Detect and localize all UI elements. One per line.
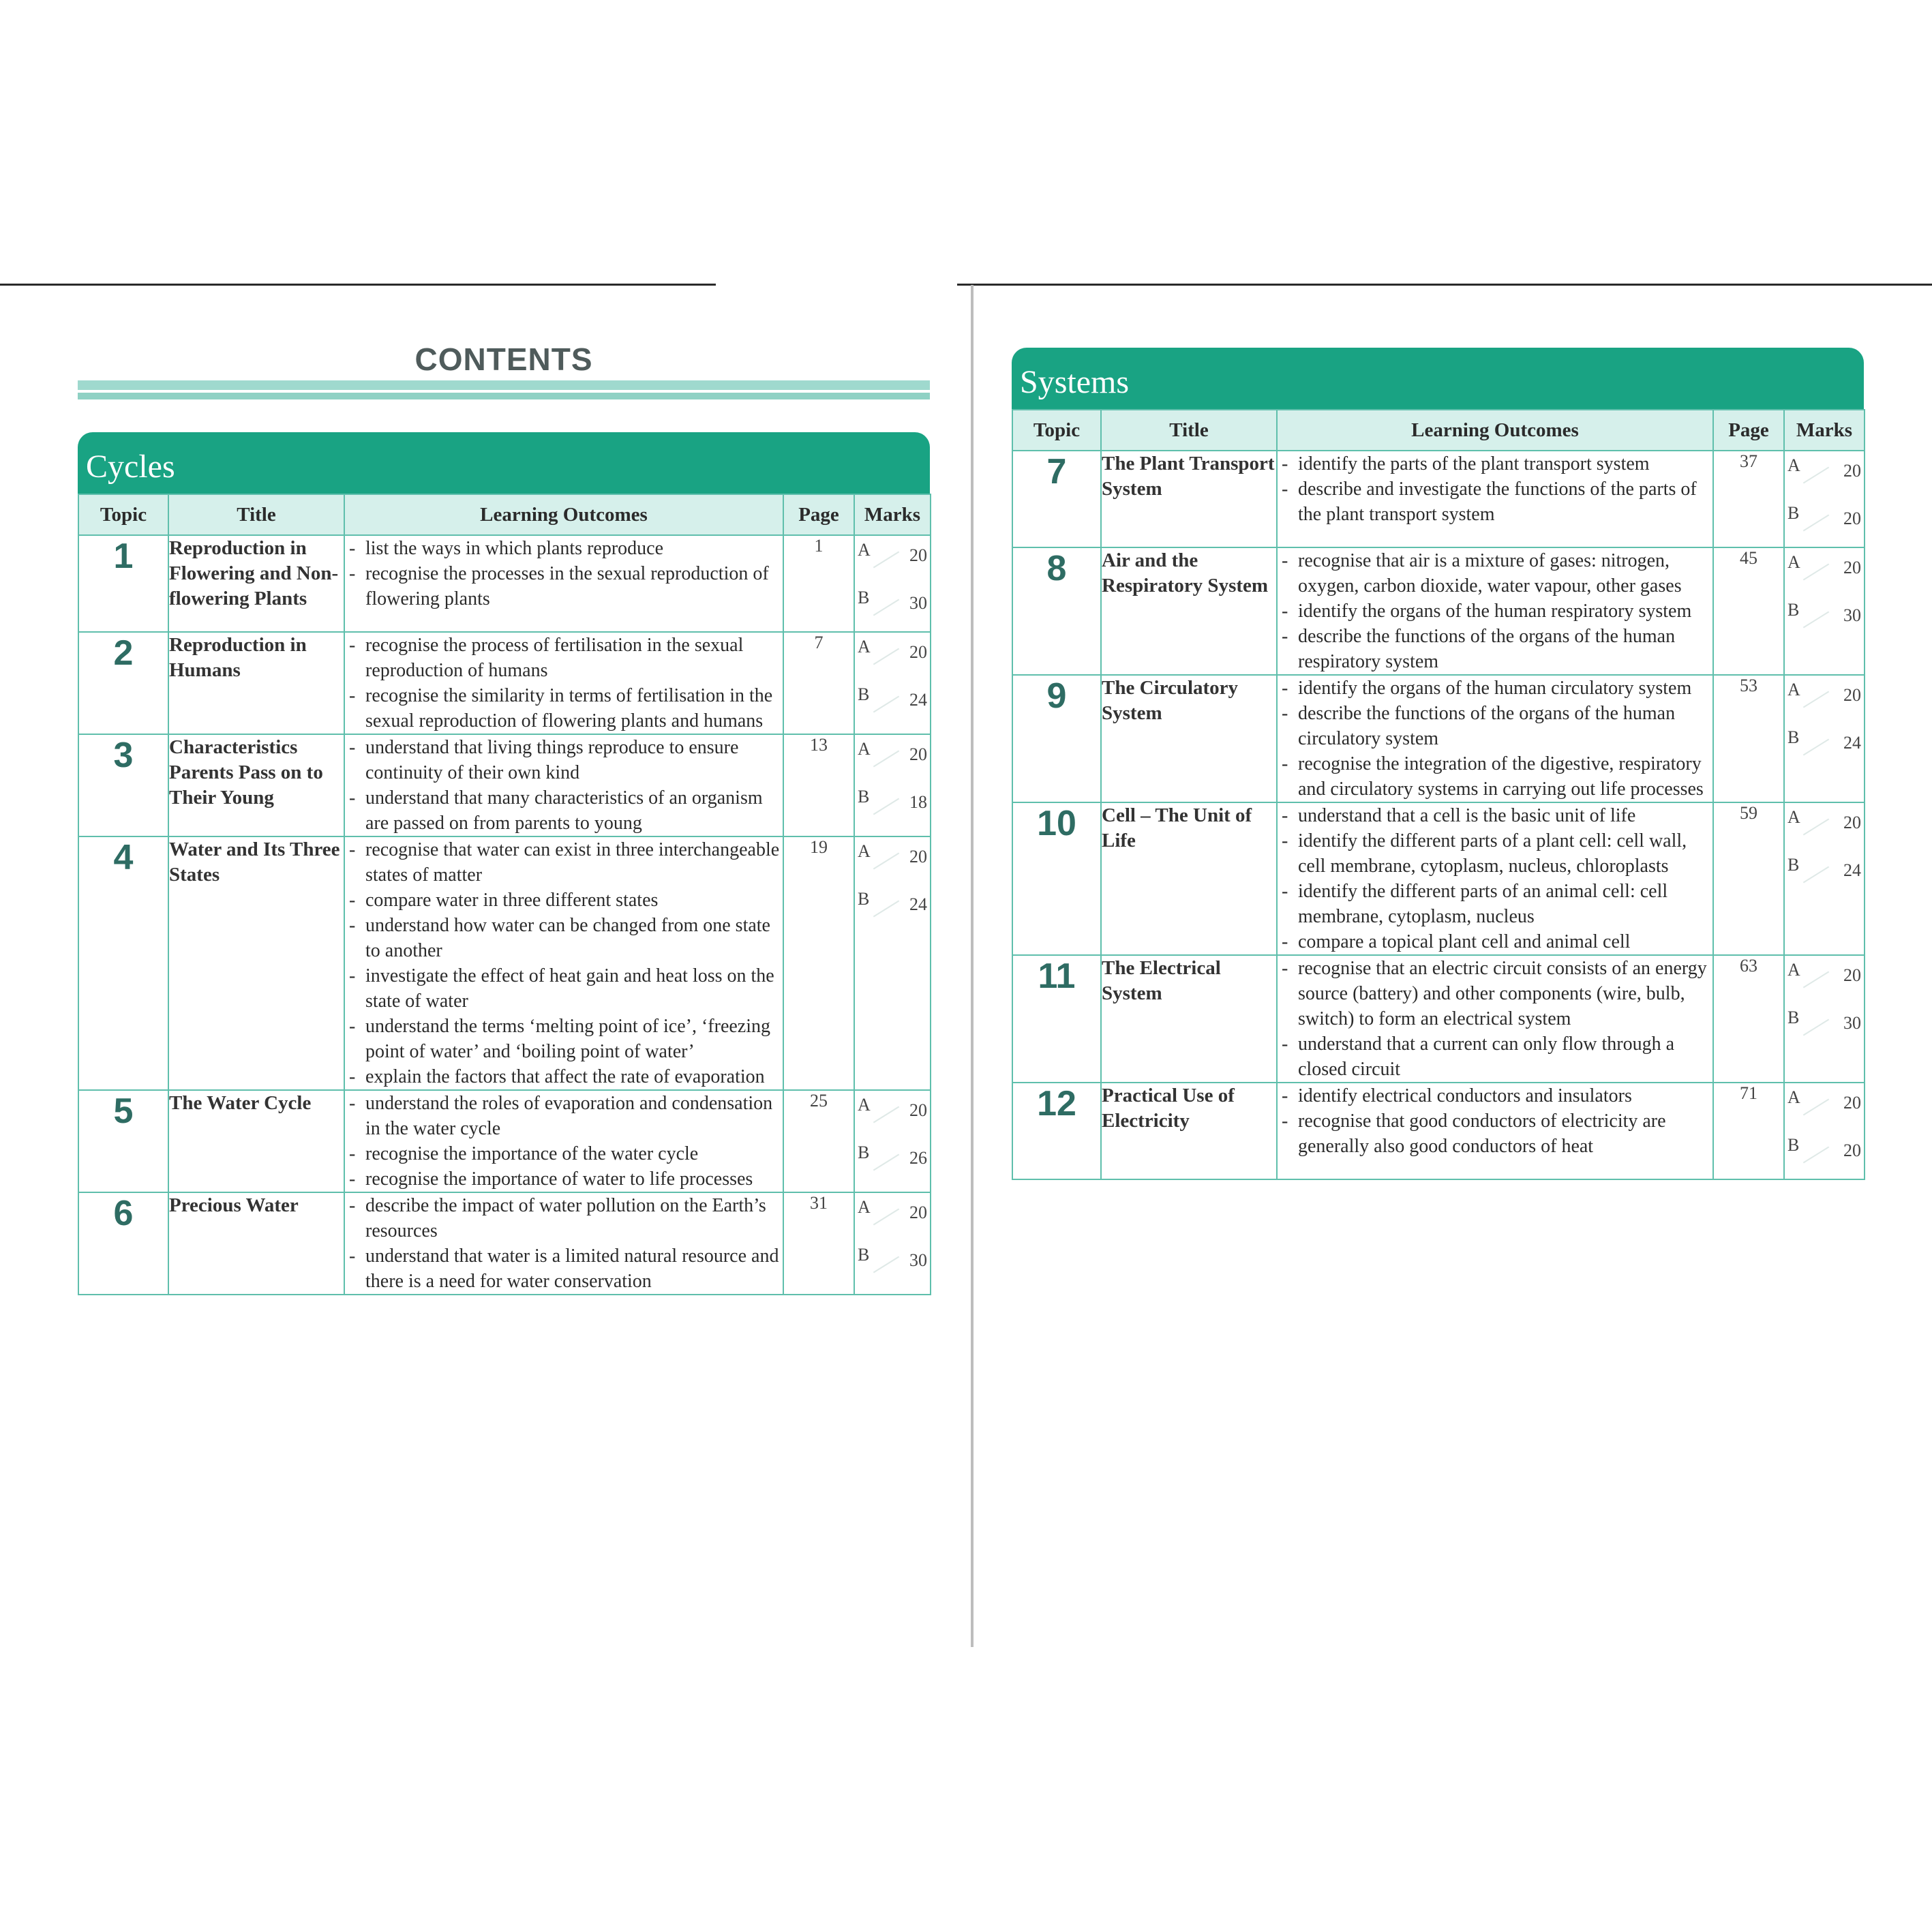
- topic-number: 9: [1012, 675, 1101, 802]
- col-header-outcomes: Learning Outcomes: [344, 494, 783, 535]
- mark-entry: [1785, 1003, 1864, 1051]
- col-header-topic: Topic: [78, 494, 168, 535]
- outcome-item: - recognise that air is a mixture of gases: nitrogen, oxygen, carbon dioxide, water vapour, other gases: [1278, 548, 1712, 599]
- mark-value: 24: [909, 690, 927, 710]
- mark-label: A: [1787, 807, 1800, 827]
- marks-cell: [854, 836, 931, 1090]
- mark-label: B: [1787, 1135, 1800, 1155]
- table-header-row: [1012, 410, 1865, 451]
- mark-divider: [1803, 466, 1829, 483]
- mark-entry: [1785, 956, 1864, 1003]
- mark-divider: [873, 750, 899, 767]
- page-number: 71: [1713, 1083, 1784, 1179]
- topic-title: The Circulatory System: [1101, 675, 1277, 802]
- mark-value: 24: [1843, 733, 1861, 753]
- mark-divider: [873, 695, 899, 712]
- outcome-item: - recognise the similarity in terms of fertilisation in the sexual reproduction of flowering plants and humans: [345, 683, 783, 734]
- mark-entry: [1785, 851, 1864, 899]
- mark-entry: [855, 1241, 930, 1288]
- mark-value: 26: [909, 1148, 927, 1168]
- mark-value: 24: [909, 894, 927, 914]
- mark-value: 20: [909, 847, 927, 866]
- topic-number: 3: [78, 734, 168, 836]
- topic-title: Practical Use of Electricity: [1101, 1083, 1277, 1179]
- marks-cell: [854, 734, 931, 836]
- table-row: [1012, 802, 1865, 955]
- mark-entry: [855, 633, 930, 680]
- mark-label: A: [1787, 1087, 1800, 1107]
- outcome-item: - recognise that good conductors of electricity are generally also good conductors of heat: [1278, 1108, 1712, 1159]
- mark-value: 20: [1843, 1141, 1861, 1160]
- outcome-list: [1278, 451, 1712, 527]
- learning-outcomes: [1277, 955, 1713, 1083]
- mark-label: A: [858, 540, 871, 560]
- page-number: 7: [783, 632, 854, 734]
- mark-label: B: [858, 1143, 870, 1162]
- mark-label: A: [858, 637, 871, 656]
- outcome-item: - compare a topical plant cell and animal cell: [1278, 929, 1712, 954]
- mark-label: B: [858, 684, 870, 704]
- learning-outcomes: [344, 734, 783, 836]
- outcome-item: - describe and investigate the functions of the parts of the plant transport system: [1278, 477, 1712, 527]
- outcome-list: [345, 536, 783, 612]
- mark-divider: [1803, 563, 1829, 580]
- topic-number: 12: [1012, 1083, 1101, 1179]
- page-number: 13: [783, 734, 854, 836]
- mark-label: B: [858, 1245, 870, 1265]
- mark-divider: [873, 798, 899, 815]
- topic-title: The Water Cycle: [168, 1090, 344, 1192]
- marks-cell: [1784, 547, 1865, 675]
- mark-divider: [873, 1208, 899, 1225]
- mark-entry: [855, 680, 930, 728]
- mark-value: 20: [1843, 965, 1861, 985]
- col-header-title: Title: [1101, 410, 1277, 451]
- outcome-item: - identify the different parts of a plant cell: cell wall, cell membrane, cytoplasm, nucleus, chloroplasts: [1278, 828, 1712, 879]
- mark-value: 20: [909, 545, 927, 565]
- marks-cell: [1784, 675, 1865, 802]
- mark-value: 20: [1843, 813, 1861, 832]
- section-heading: Systems: [1012, 348, 1864, 409]
- outcome-item: - understand that a current can only flow through a closed circuit: [1278, 1031, 1712, 1082]
- learning-outcomes: [1277, 1083, 1713, 1179]
- mark-divider: [873, 1106, 899, 1123]
- outcome-item: - understand that living things reproduce to ensure continuity of their own kind: [345, 735, 783, 785]
- topic-title: The Electrical System: [1101, 955, 1277, 1083]
- mark-divider: [1803, 1018, 1829, 1036]
- mark-label: A: [1787, 552, 1800, 572]
- mark-value: 20: [1843, 1093, 1861, 1113]
- contents-table: [78, 494, 931, 1295]
- outcome-list: [1278, 956, 1712, 1082]
- mark-label: B: [1787, 503, 1800, 523]
- learning-outcomes: [344, 1192, 783, 1295]
- col-header-marks: Marks: [854, 494, 931, 535]
- mark-entry: [855, 536, 930, 584]
- table-row: [78, 1090, 931, 1192]
- mark-entry: [1785, 803, 1864, 851]
- mark-label: B: [858, 889, 870, 909]
- table-row: [1012, 547, 1865, 675]
- table-row: [1012, 1083, 1865, 1179]
- mark-label: B: [858, 787, 870, 806]
- mark-label: A: [858, 1095, 871, 1115]
- outcome-item: - understand that water is a limited natural resource and there is a need for water conservation: [345, 1243, 783, 1294]
- table-row: [1012, 451, 1865, 547]
- outcome-item: - list the ways in which plants reproduce: [345, 536, 783, 561]
- learning-outcomes: [1277, 451, 1713, 547]
- marks-cell: [1784, 1083, 1865, 1179]
- outcome-item: - recognise the integration of the digestive, respiratory and circulatory systems in carrying out life processes: [1278, 751, 1712, 802]
- page-number: 63: [1713, 955, 1784, 1083]
- mark-divider: [1803, 1146, 1829, 1163]
- mark-value: 20: [909, 744, 927, 764]
- mark-divider: [1803, 738, 1829, 755]
- mark-entry: [855, 885, 930, 933]
- mark-label: A: [1787, 960, 1800, 980]
- section-heading: Cycles: [78, 432, 930, 494]
- section-rows: [78, 535, 931, 1295]
- mark-label: B: [1787, 855, 1800, 875]
- mark-divider: [873, 551, 899, 568]
- learning-outcomes: [344, 836, 783, 1090]
- col-header-marks: Marks: [1784, 410, 1865, 451]
- mark-divider: [1803, 611, 1829, 628]
- topic-title: Air and the Respiratory System: [1101, 547, 1277, 675]
- outcome-item: - understand how water can be changed from one state to another: [345, 913, 783, 963]
- mark-label: B: [858, 588, 870, 607]
- outcome-list: [345, 1091, 783, 1192]
- outcome-item: - recognise the processes in the sexual reproduction of flowering plants: [345, 561, 783, 612]
- right-page-top-edge: [957, 284, 1932, 286]
- mark-entry: [1785, 499, 1864, 547]
- marks-cell: [1784, 451, 1865, 547]
- learning-outcomes: [1277, 547, 1713, 675]
- mark-value: 30: [909, 593, 927, 613]
- mark-divider: [1803, 1098, 1829, 1115]
- mark-value: 20: [1843, 685, 1861, 705]
- mark-entry: [855, 1091, 930, 1138]
- topic-title: Cell – The Unit of Life: [1101, 802, 1277, 955]
- mark-divider: [873, 648, 899, 665]
- topic-number: 7: [1012, 451, 1101, 547]
- outcome-list: [1278, 1083, 1712, 1159]
- mark-divider: [873, 1256, 899, 1273]
- mark-divider: [873, 599, 899, 616]
- page-number: 59: [1713, 802, 1784, 955]
- page-number: 53: [1713, 675, 1784, 802]
- col-header-outcomes: Learning Outcomes: [1277, 410, 1713, 451]
- marks-cell: [854, 1090, 931, 1192]
- section-systems: [1012, 348, 1864, 1180]
- topic-number: 11: [1012, 955, 1101, 1083]
- contents-title: CONTENTS: [414, 342, 593, 377]
- learning-outcomes: [344, 535, 783, 632]
- mark-divider: [873, 900, 899, 917]
- marks-cell: [854, 535, 931, 632]
- outcome-list: [1278, 803, 1712, 954]
- table-header-row: [78, 494, 931, 535]
- book-spine: [971, 285, 973, 1647]
- topic-title: Precious Water: [168, 1192, 344, 1295]
- mark-value: 18: [909, 792, 927, 812]
- mark-value: 30: [1843, 605, 1861, 625]
- outcome-item: - describe the functions of the organs of the human respiratory system: [1278, 624, 1712, 674]
- outcome-item: - identify the parts of the plant transport system: [1278, 451, 1712, 477]
- mark-label: B: [1787, 727, 1800, 747]
- mark-entry: [855, 1138, 930, 1186]
- outcome-item: - understand the roles of evaporation and condensation in the water cycle: [345, 1091, 783, 1141]
- outcome-item: - identify the organs of the human circulatory system: [1278, 676, 1712, 701]
- mark-value: 24: [1843, 860, 1861, 880]
- topic-title: Characteristics Parents Pass on to Their Young: [168, 734, 344, 836]
- col-header-topic: Topic: [1012, 410, 1101, 451]
- topic-title: Reproduction in Humans: [168, 632, 344, 734]
- page-number: 37: [1713, 451, 1784, 547]
- mark-entry: [1785, 1083, 1864, 1131]
- mark-divider: [1803, 866, 1829, 883]
- topic-number: 10: [1012, 802, 1101, 955]
- mark-value: 20: [909, 1100, 927, 1120]
- page-number: 19: [783, 836, 854, 1090]
- outcome-list: [1278, 548, 1712, 674]
- topic-number: 5: [78, 1090, 168, 1192]
- mark-entry: [1785, 548, 1864, 596]
- mark-entry: [855, 735, 930, 783]
- mark-entry: [1785, 676, 1864, 723]
- mark-entry: [1785, 723, 1864, 771]
- mark-divider: [873, 1153, 899, 1171]
- mark-label: A: [858, 841, 871, 861]
- marks-cell: [1784, 955, 1865, 1083]
- mark-entry: [855, 584, 930, 631]
- learning-outcomes: [344, 632, 783, 734]
- mark-label: A: [858, 739, 871, 759]
- learning-outcomes: [1277, 675, 1713, 802]
- outcome-item: - identify the organs of the human respiratory system: [1278, 599, 1712, 624]
- table-row: [78, 836, 931, 1090]
- outcome-list: [345, 735, 783, 836]
- mark-value: 20: [1843, 461, 1861, 481]
- topic-number: 1: [78, 535, 168, 632]
- page-number: 45: [1713, 547, 1784, 675]
- learning-outcomes: [1277, 802, 1713, 955]
- page-number: 25: [783, 1090, 854, 1192]
- mark-label: A: [858, 1197, 871, 1217]
- topic-number: 6: [78, 1192, 168, 1295]
- outcome-item: - understand that many characteristics of an organism are passed on from parents to young: [345, 785, 783, 836]
- outcome-list: [345, 1193, 783, 1294]
- mark-divider: [1803, 971, 1829, 988]
- topic-title: Water and Its Three States: [168, 836, 344, 1090]
- outcome-item: - understand that a cell is the basic unit of life: [1278, 803, 1712, 828]
- section-cycles: [78, 432, 930, 1295]
- mark-divider: [1803, 818, 1829, 835]
- outcome-item: - recognise the process of fertilisation in the sexual reproduction of humans: [345, 633, 783, 683]
- outcome-list: [345, 633, 783, 734]
- outcome-item: - recognise the importance of water to life processes: [345, 1166, 783, 1192]
- mark-value: 20: [909, 642, 927, 662]
- page-number: 1: [783, 535, 854, 632]
- topic-number: 8: [1012, 547, 1101, 675]
- table-row: [78, 632, 931, 734]
- topic-number: 2: [78, 632, 168, 734]
- marks-cell: [854, 632, 931, 734]
- table-row: [1012, 675, 1865, 802]
- mark-entry: [855, 837, 930, 885]
- outcome-list: [345, 837, 783, 1089]
- mark-entry: [1785, 596, 1864, 644]
- mark-divider: [1803, 691, 1829, 708]
- mark-value: 20: [1843, 558, 1861, 577]
- col-header-title: Title: [168, 494, 344, 535]
- mark-entry: [1785, 451, 1864, 499]
- mark-value: 20: [1843, 509, 1861, 528]
- mark-label: A: [1787, 455, 1800, 475]
- col-header-page: Page: [1713, 410, 1784, 451]
- marks-cell: [1784, 802, 1865, 955]
- outcome-item: - recognise that an electric circuit consists of an energy source (battery) and other components (wire, bulb, switch) to form an electrical system: [1278, 956, 1712, 1031]
- outcome-item: - investigate the effect of heat gain and heat loss on the state of water: [345, 963, 783, 1014]
- mark-divider: [1803, 514, 1829, 531]
- mark-value: 20: [909, 1203, 927, 1222]
- mark-value: 30: [909, 1250, 927, 1270]
- table-row: [1012, 955, 1865, 1083]
- outcome-item: - identify electrical conductors and insulators: [1278, 1083, 1712, 1108]
- learning-outcomes: [344, 1090, 783, 1192]
- mark-entry: [855, 1193, 930, 1241]
- outcome-item: - describe the impact of water pollution on the Earth’s resources: [345, 1193, 783, 1243]
- outcome-item: - describe the functions of the organs of the human circulatory system: [1278, 701, 1712, 751]
- topic-title: The Plant Transport System: [1101, 451, 1277, 547]
- table-row: [78, 1192, 931, 1295]
- mark-value: 30: [1843, 1013, 1861, 1033]
- table-row: [78, 535, 931, 632]
- mark-label: B: [1787, 1008, 1800, 1027]
- mark-label: A: [1787, 680, 1800, 699]
- topic-number: 4: [78, 836, 168, 1090]
- page-number: 31: [783, 1192, 854, 1295]
- section-rows: [1012, 451, 1865, 1179]
- mark-divider: [873, 852, 899, 869]
- outcome-item: - identify the different parts of an animal cell: cell membrane, cytoplasm, nucleus: [1278, 879, 1712, 929]
- outcome-item: - explain the factors that affect the rate of evaporation: [345, 1064, 783, 1089]
- mark-label: B: [1787, 600, 1800, 620]
- left-page-top-edge: [0, 284, 716, 286]
- contents-title-band: [78, 380, 930, 401]
- outcome-item: - compare water in three different states: [345, 888, 783, 913]
- mark-entry: [855, 783, 930, 830]
- outcome-item: - recognise the importance of the water cycle: [345, 1141, 783, 1166]
- outcome-item: - understand the terms ‘melting point of ice’, ‘freezing point of water’ and ‘boiling point of water’: [345, 1014, 783, 1064]
- outcome-list: [1278, 676, 1712, 802]
- table-row: [78, 734, 931, 836]
- mark-entry: [1785, 1131, 1864, 1179]
- topic-title: Reproduction in Flowering and Non-flowering Plants: [168, 535, 344, 632]
- marks-cell: [854, 1192, 931, 1295]
- col-header-page: Page: [783, 494, 854, 535]
- outcome-item: - recognise that water can exist in three interchangeable states of matter: [345, 837, 783, 888]
- contents-table: [1012, 409, 1865, 1180]
